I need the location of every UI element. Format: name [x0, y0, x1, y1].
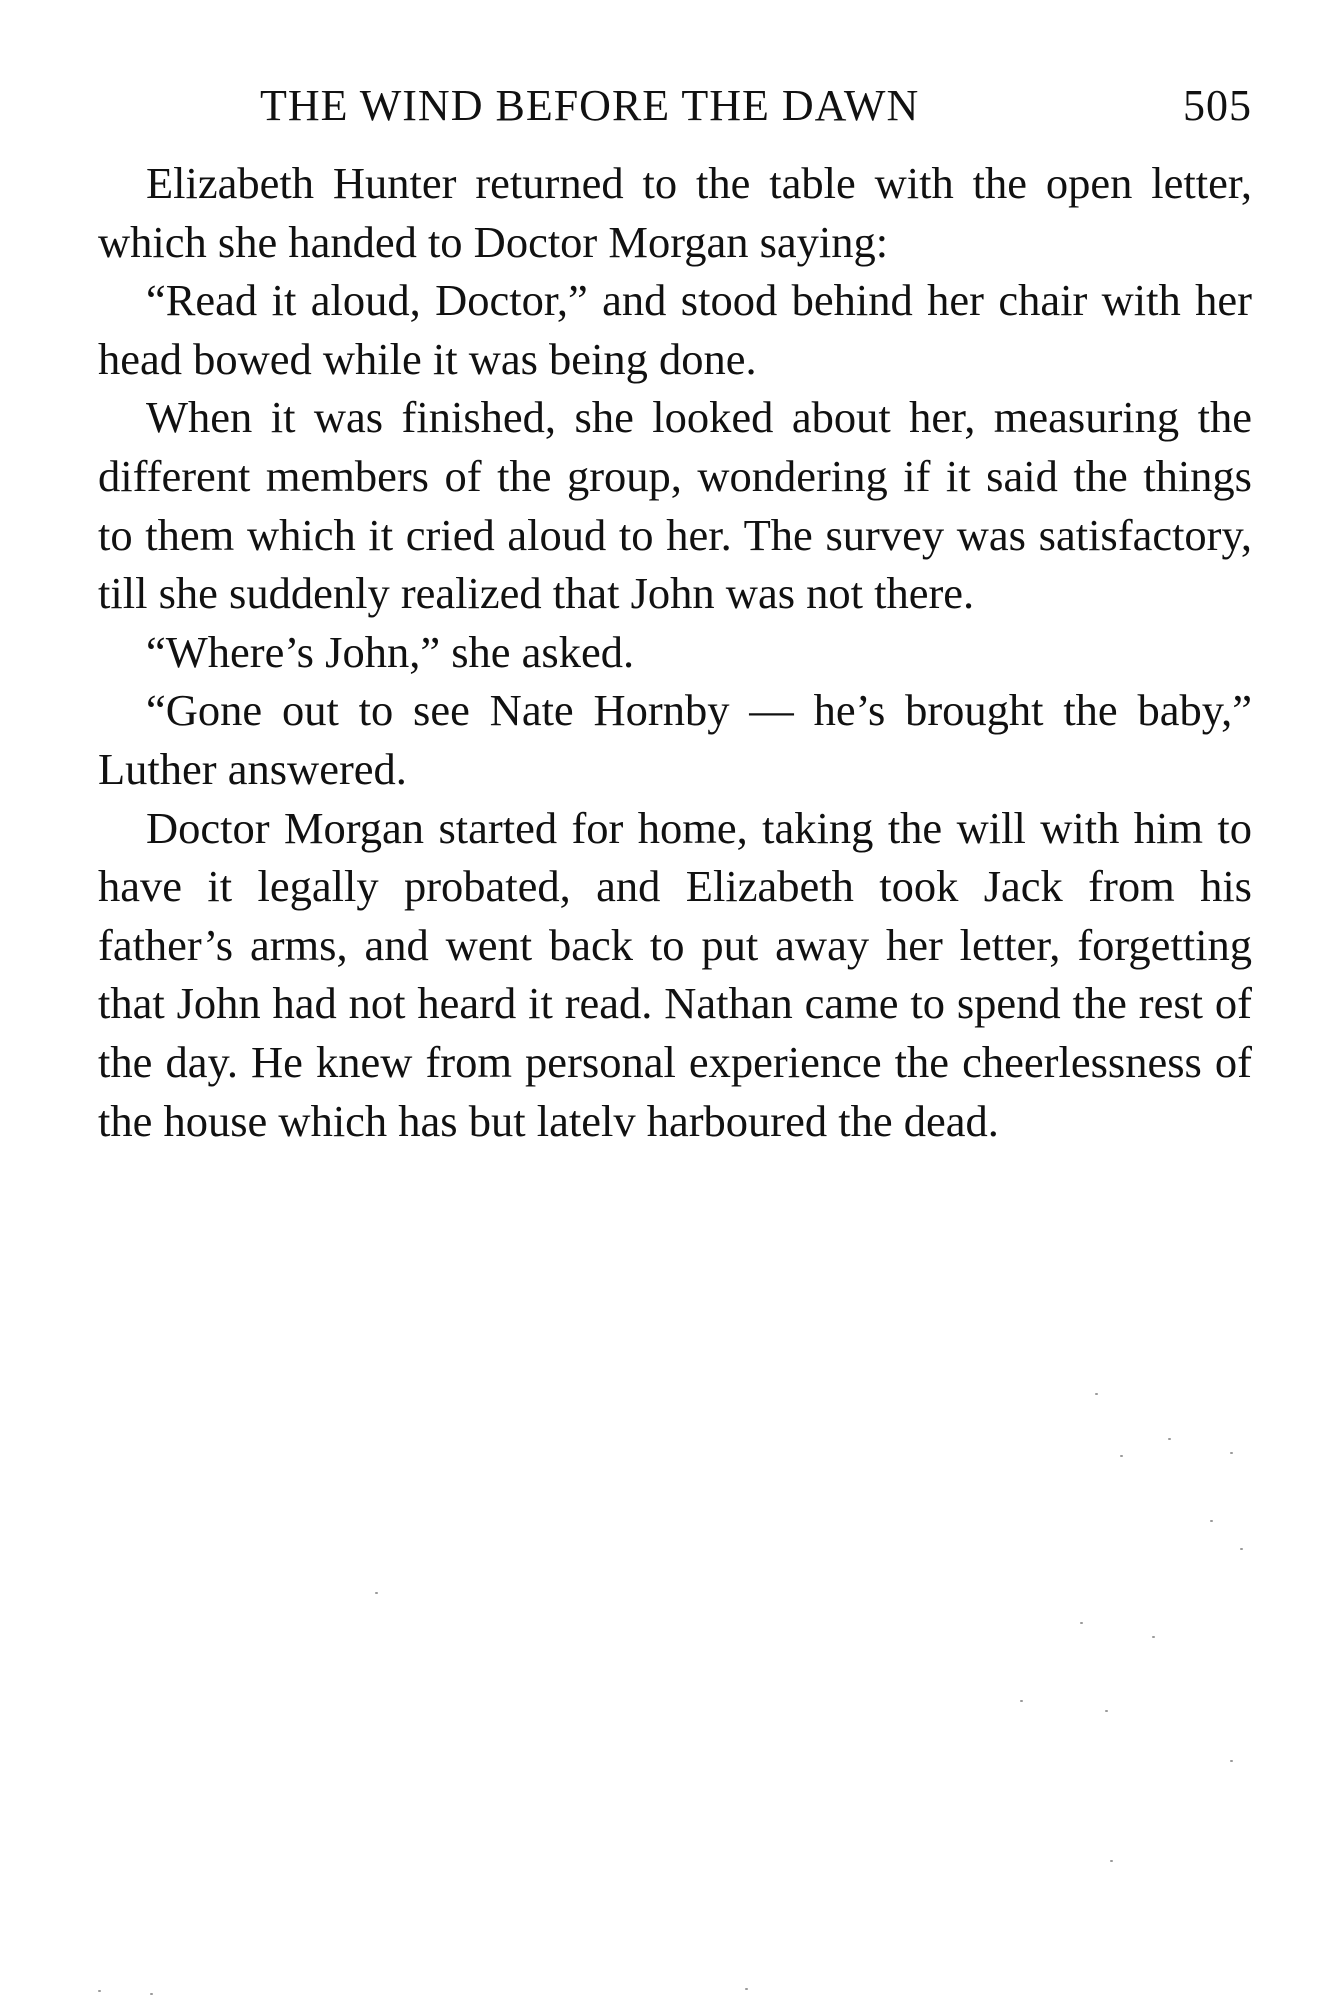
running-title: THE WIND BEFORE THE DAWN — [260, 81, 920, 130]
body-text — [98, 154, 1252, 1150]
page-number: 505 — [1183, 81, 1252, 130]
paragraph: Doctor Morgan started for home, taking the will with him to have it legally probated, and Elizabeth took Jack from his father’s arms, and went back to put away her letter, forgetting that John had not heard it read. Nathan came to spend the rest of the day. He knew from personal experience the cheerlessness of the house which has but latelv harboured the dead. — [98, 802, 1252, 1146]
running-head — [100, 76, 1252, 136]
paragraph: “Gone out to see Nate Hornby — he’s brought the baby,” Luther answered. — [98, 685, 1252, 794]
paragraph: Elizabeth Hunter returned to the table with the open letter, which she handed to Doctor Morgan saying: — [98, 158, 1252, 267]
paragraph: “Where’s John,” she asked. — [146, 626, 635, 677]
paragraph: When it was finished, she looked about her, measuring the different members of the group, wondering if it said the things to them which it cried aloud to her. The survey was satisfactory, till she suddenly realized that John was not there. — [98, 392, 1252, 619]
paragraph: “Read it aloud, Doctor,” and stood behind her chair with her head bowed while it was being done. — [98, 275, 1252, 384]
